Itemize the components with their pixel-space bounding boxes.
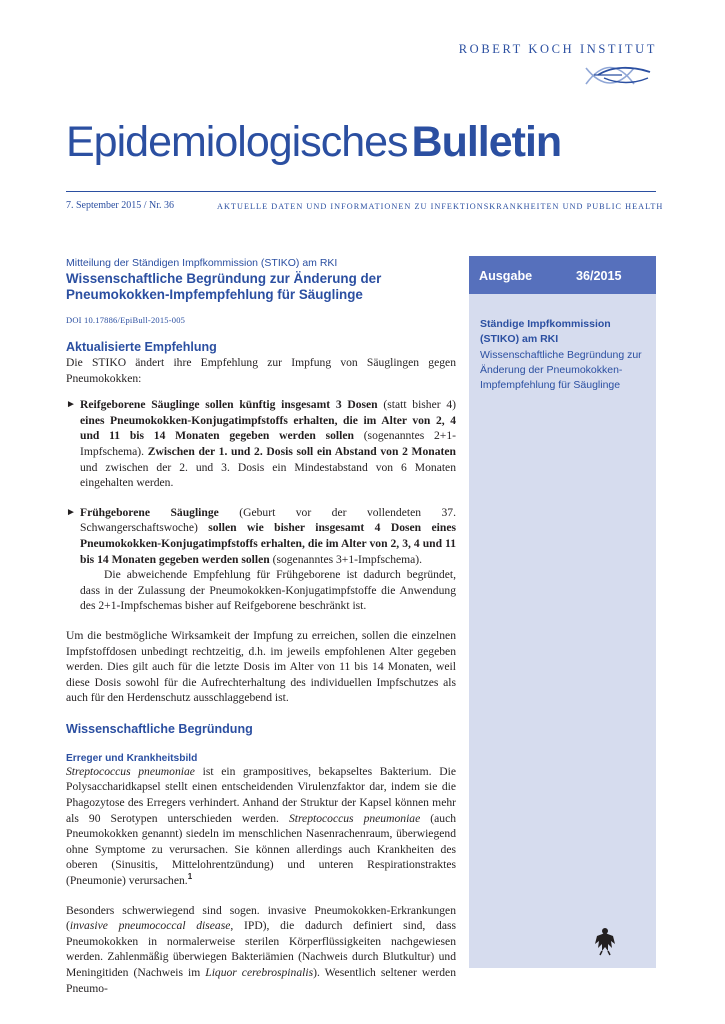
heading-aktualisierte-empfehlung: Aktualisierte Empfehlung	[66, 340, 217, 354]
b1-bold-5: Zwischen der 1. und 2. Dosis soll ein Abstand von 2 Monaten	[147, 444, 456, 458]
article-title: Wissenschaftliche Begründung zur Änderung der Pneumokokken-Impfempfehlung für Säuglinge	[66, 271, 382, 302]
bullet-fruehgeborene	[66, 505, 456, 567]
timing-paragraph: Um die bestmögliche Wirksamkeit der Impfung zu erreichen, sollen die einzelnen Impfstoffdosen unbedingt rechtzeitig, d.h. im jeweils empfohlenen Alter gegeben werden. Dies gilt auch für die letzte Dosis im Alter von 11 bis 14 Monaten, weil diese Dosis sowohl für die Aufrechterhaltung des individuellen Impfschutzes als auch für den Herdenschutz ausschlaggebend ist.	[66, 628, 456, 705]
b2-text-4: (sogenanntes 3+1-Impfschema).	[269, 552, 423, 566]
fruehgeborene-note: Die abweichende Empfehlung für Frühgeborene ist dadurch begründet, dass in der Zulassung der Pneumokokken-Konjugatimpfstoffe die Anwendung des 2+1-Impfschemas bisher auf Reifgeborene beschränkt ist.	[80, 568, 456, 613]
institute-name: ROBERT KOCH INSTITUT	[458, 42, 657, 56]
tagline: AKTUELLE DATEN UND INFORMATIONEN ZU INFEKTIONSKRANKHEITEN UND PUBLIC HEALTH	[217, 202, 664, 211]
erreger-paragraph	[66, 764, 456, 889]
issue-date-number: 7. September 2015 / Nr. 36	[66, 200, 175, 211]
bullet-arrow-icon: ►	[66, 506, 76, 518]
doi-prefix: DOI 10.17886/	[66, 315, 121, 325]
bullet-text	[80, 505, 456, 567]
issue-number: 36/2015	[576, 269, 622, 283]
b1-text-4: (sogenanntes 2+1-Impfschema).	[80, 429, 456, 458]
bullet-arrow-icon: ►	[66, 399, 76, 411]
b2-bold-1: Frühgeborene Säuglinge	[80, 505, 219, 519]
doi-code: EpiBull-2015-005	[120, 315, 186, 325]
b1-text-6: und zwischen der 2. und 3. Dosis ein Mindestabstand von 6 Monaten eingehalten werden.	[80, 460, 456, 490]
masthead-light: Epidemiologisches	[66, 118, 408, 166]
p1-text-1: ist ein grampositives, bekapseltes Bakterium. Die Polysaccharidkapsel stellt einen entscheidenden Virulenzfaktor dar, indem sie die Phagozytose des Erregers verhindert. Anhand der Struktur der Kapsel können mehr als 90 Serotypen unterschieden werden.	[66, 764, 456, 825]
bullet-text	[80, 397, 456, 491]
p1-italic-2: Streptococcus pneumoniae	[288, 811, 421, 825]
p2-text-1: Besonders schwerwiegend sind sogen. invasive Pneumokokken-Erkrankungen (	[66, 903, 456, 933]
bullet-reifgeborene	[66, 397, 456, 491]
b2-text-2: (Geburt vor der vollendeten 37. Schwangerschaftswoche)	[80, 505, 456, 535]
doi	[66, 315, 456, 325]
federal-eagle-icon	[594, 926, 616, 956]
ipd-paragraph	[66, 903, 456, 997]
p1-italic-1: Streptococcus pneumoniae	[66, 764, 195, 778]
rki-helix-logo	[582, 58, 654, 92]
p2-italic-2: Liquor cerebrospinalis	[205, 966, 314, 979]
header-rule	[66, 191, 656, 192]
sidebar	[469, 256, 656, 968]
heading-wissenschaftliche-begruendung: Wissenschaftliche Begründung	[66, 721, 253, 736]
p2-text-3: ). Wesentlich seltener werden Pneumo-	[66, 966, 456, 995]
sidebar-topic: Wissenschaftliche Begründung zur Änderung der Pneumokokken-Impfempfehlung für Säuglinge	[480, 348, 642, 392]
p2-text-2: , IPD), die dadurch definiert sind, dass Pneumokokken in normalerweise sterilen Körperflüssigkeiten nachgewiesen werden. Zahlenmäßig überwiegen Bakteriämien (Nachweis durch Blutkultur) und Meningitiden (Nachweis im	[66, 919, 456, 979]
article-kicker: Mitteilung der Ständigen Impfkommission (STIKO) am RKI	[66, 257, 338, 269]
sidebar-org: Ständige Impfkommission (STIKO) am RKI	[480, 318, 611, 346]
article	[66, 256, 456, 996]
p2-italic-1: invasive pneumococcal disease	[69, 919, 231, 933]
b2-bold-3: sollen wie bisher insgesamt 4 Dosen eines Pneumokokken-Konjugatimpfstoffs erhalten, die im Alter von 2, 3, 4 und 11 bis 14 Monaten gegeben werden sollen	[80, 521, 456, 566]
sidebar-contents-entry[interactable]	[480, 317, 652, 393]
b1-text-2: (statt bisher 4)	[377, 398, 456, 412]
sidebar-issue-header	[469, 256, 656, 294]
p1-text-2: (auch Pneumokokken genannt) siedeln im menschlichen Nasenrachenraum, überwiegend ohne Symptome zu verursachen. Sie können allerdings auch Krankheiten des oberen (Sinusitis, Mittelohrentzündung) und unteren Respirationstraktes (Pneumonie) verursachen.	[66, 811, 457, 888]
masthead	[66, 118, 561, 167]
b1-bold-1: Reifgeborene Säuglinge sollen künftig insgesamt 3 Dosen	[80, 398, 378, 412]
b1-bold-3: eines Pneumokokken-Konjugatimpfstoffs erhalten, die im Alter von 2, 4 und 11 bis 14 Monaten gegeben werden sollen	[80, 413, 456, 443]
subheading-erreger: Erreger und Krankheitsbild	[66, 752, 198, 764]
issue-label: Ausgabe	[479, 269, 533, 283]
masthead-bold: Bulletin	[411, 118, 562, 166]
intro-paragraph: Die STIKO ändert ihre Empfehlung zur Impfung von Säuglingen gegen Pneumokokken:	[66, 356, 456, 385]
footnote-ref[interactable]: 1	[187, 872, 193, 882]
